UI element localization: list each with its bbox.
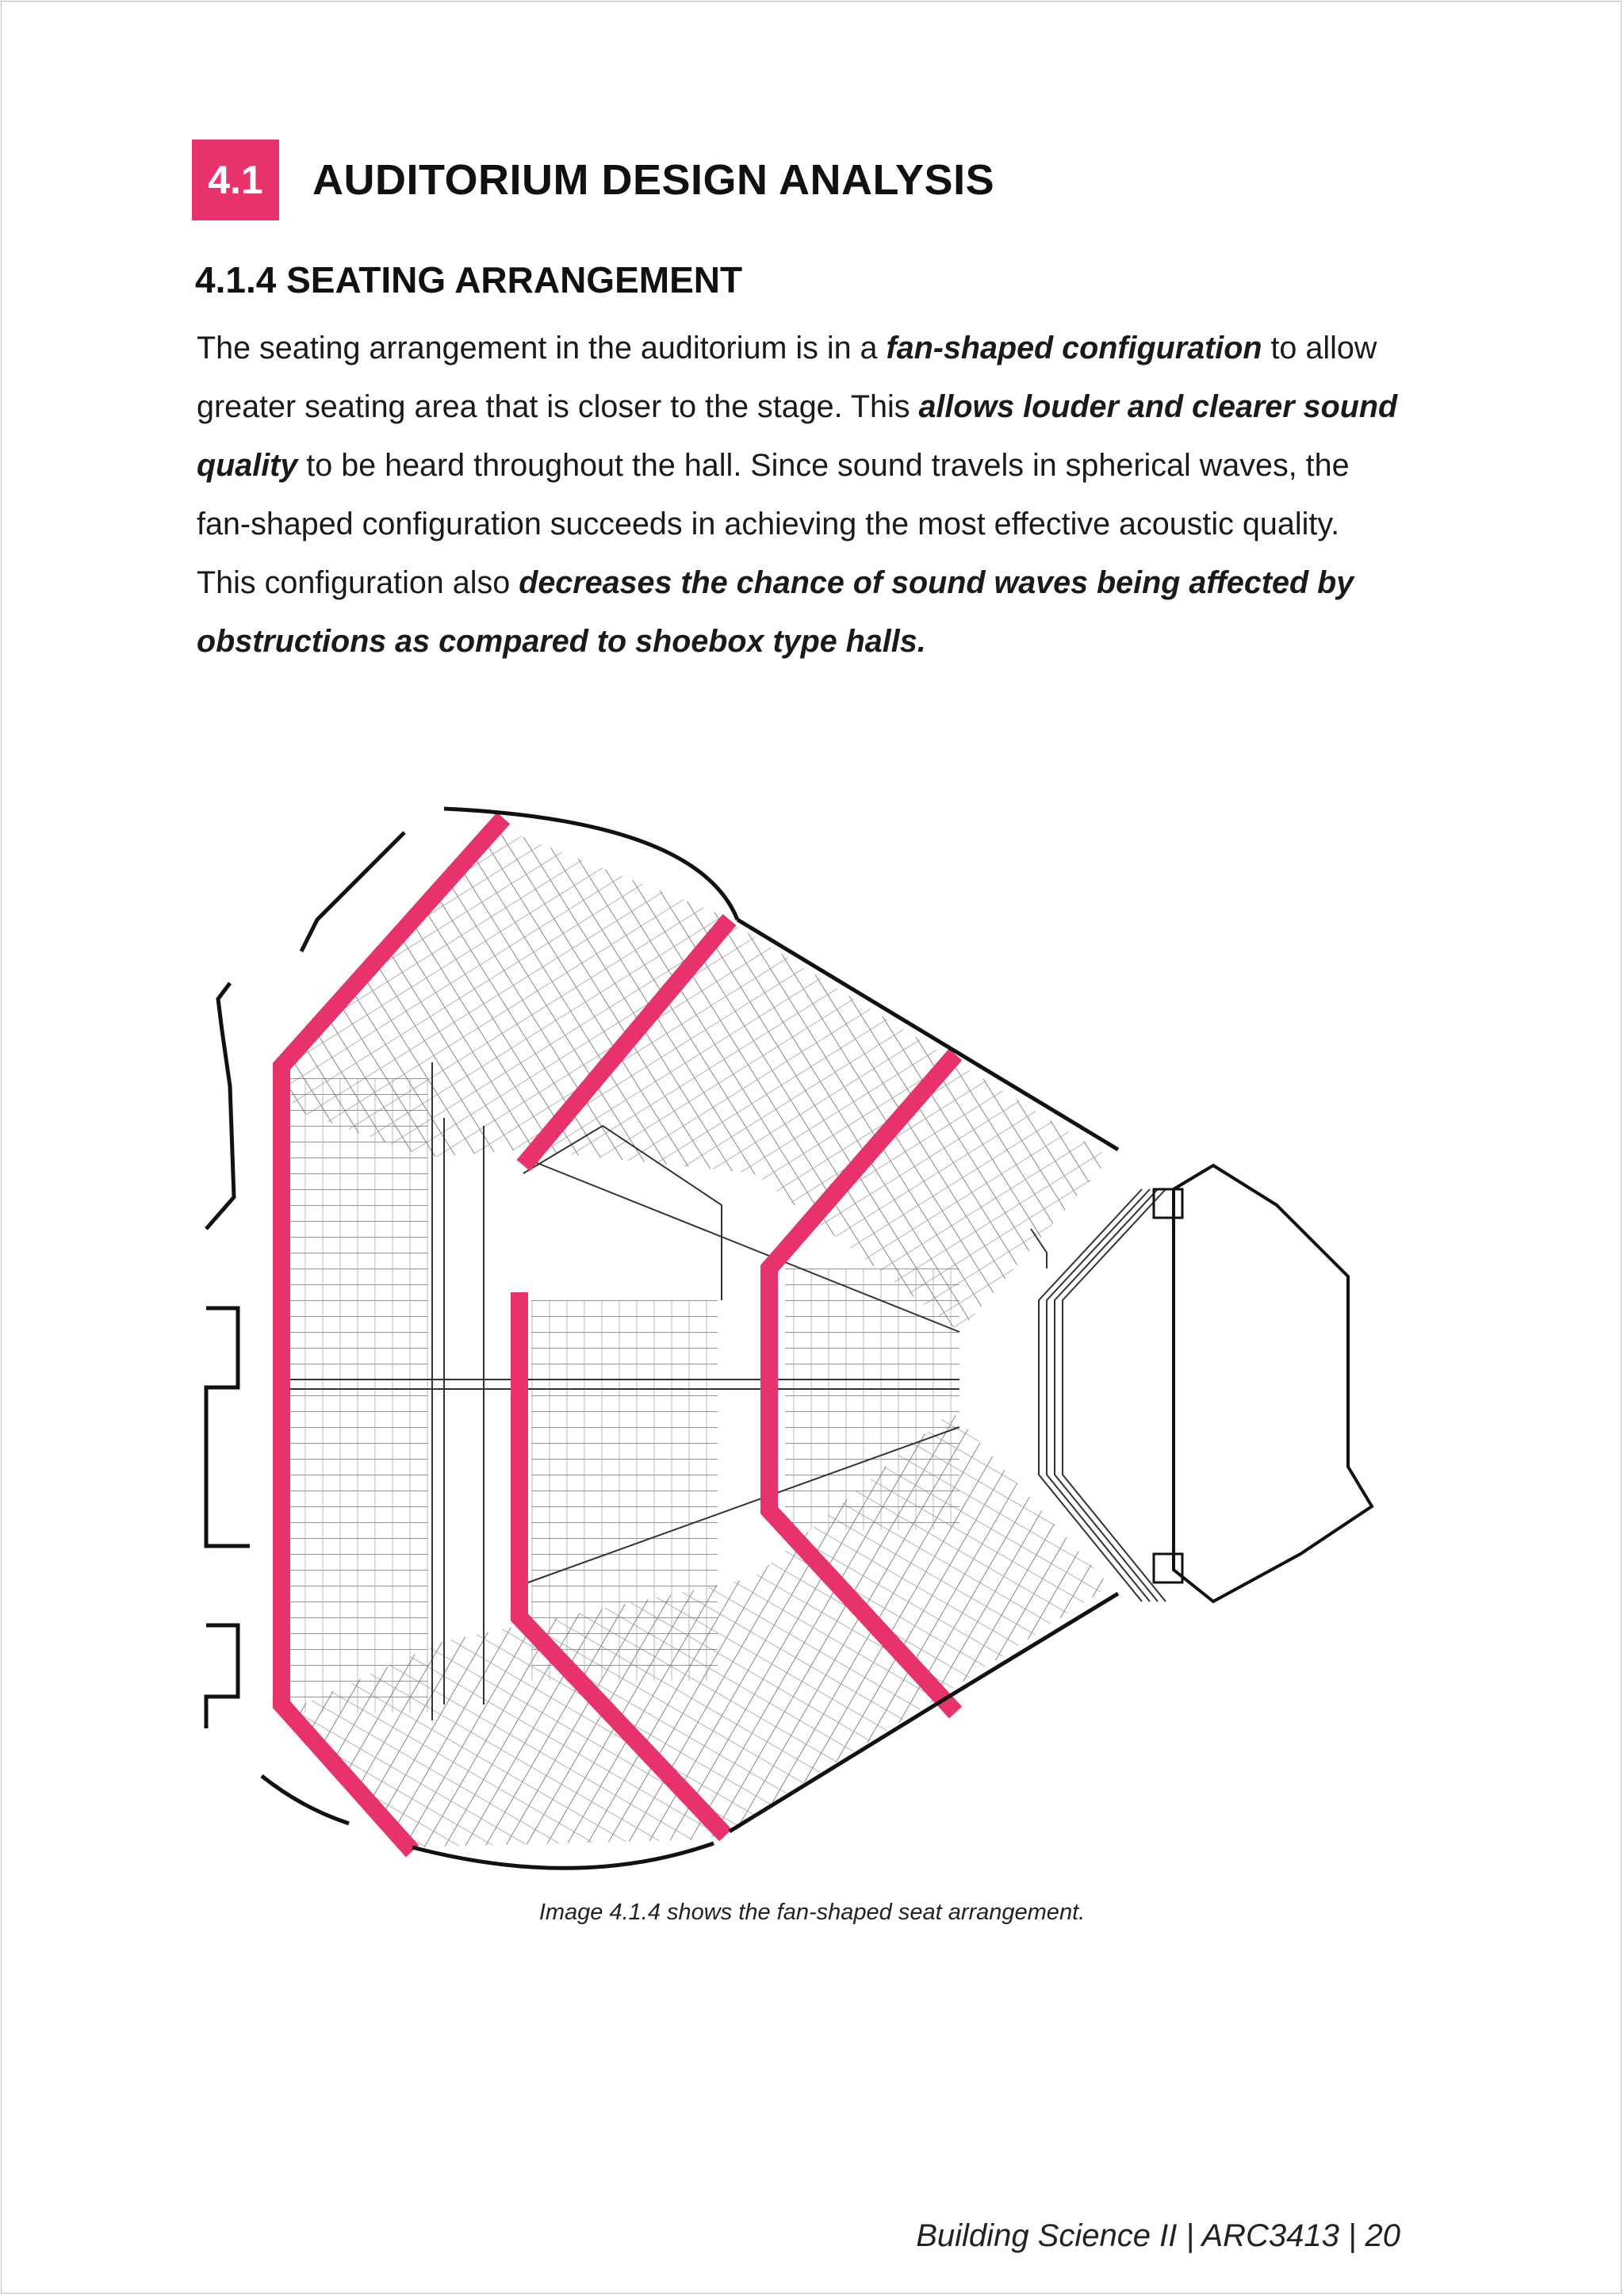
seating-block-left — [285, 1078, 428, 1712]
emphasis-obstructions: decreases the chance of sound waves being affected by obstructions as compared to shoebox type halls. — [197, 565, 1354, 659]
section-number-badge: 4.1 — [192, 140, 279, 220]
section-title: AUDITORIUM DESIGN ANALYSIS — [312, 156, 995, 204]
page-footer: Building Science II | ARC3413 | 20 — [916, 2218, 1400, 2253]
seating-block-right — [785, 1269, 959, 1530]
subsection-title: 4.1.4 SEATING ARRANGEMENT — [195, 259, 743, 300]
body-paragraph — [197, 319, 1402, 671]
stage-box-bottom — [1154, 1554, 1182, 1582]
figure-caption: Image 4.1.4 shows the fan-shaped seat arrangement. — [538, 1900, 1086, 1925]
seating-blocks — [285, 825, 1110, 1847]
body-text-1: The seating arrangement in the auditorium is in a — [197, 331, 887, 365]
section-header — [192, 140, 994, 220]
stage-outline — [1174, 1165, 1372, 1601]
body-text-3: to be heard throughout the hall. Since sound travels in spherical waves, the fan-shaped configuration succeeds in achieving the most effective acoustic quality. This configuration also — [197, 448, 1350, 600]
emphasis-sound-quality: allows louder and clearer sound quality — [197, 389, 1398, 483]
auditorium-floor-plan — [190, 793, 1396, 1887]
seating-block-centre — [531, 1300, 718, 1681]
body-text-2: to allow greater seating area that is closer to the stage. This — [197, 331, 1377, 424]
emphasis-fan-shaped: fan-shaped configuration — [886, 331, 1262, 365]
stage-box-top — [1154, 1189, 1182, 1218]
